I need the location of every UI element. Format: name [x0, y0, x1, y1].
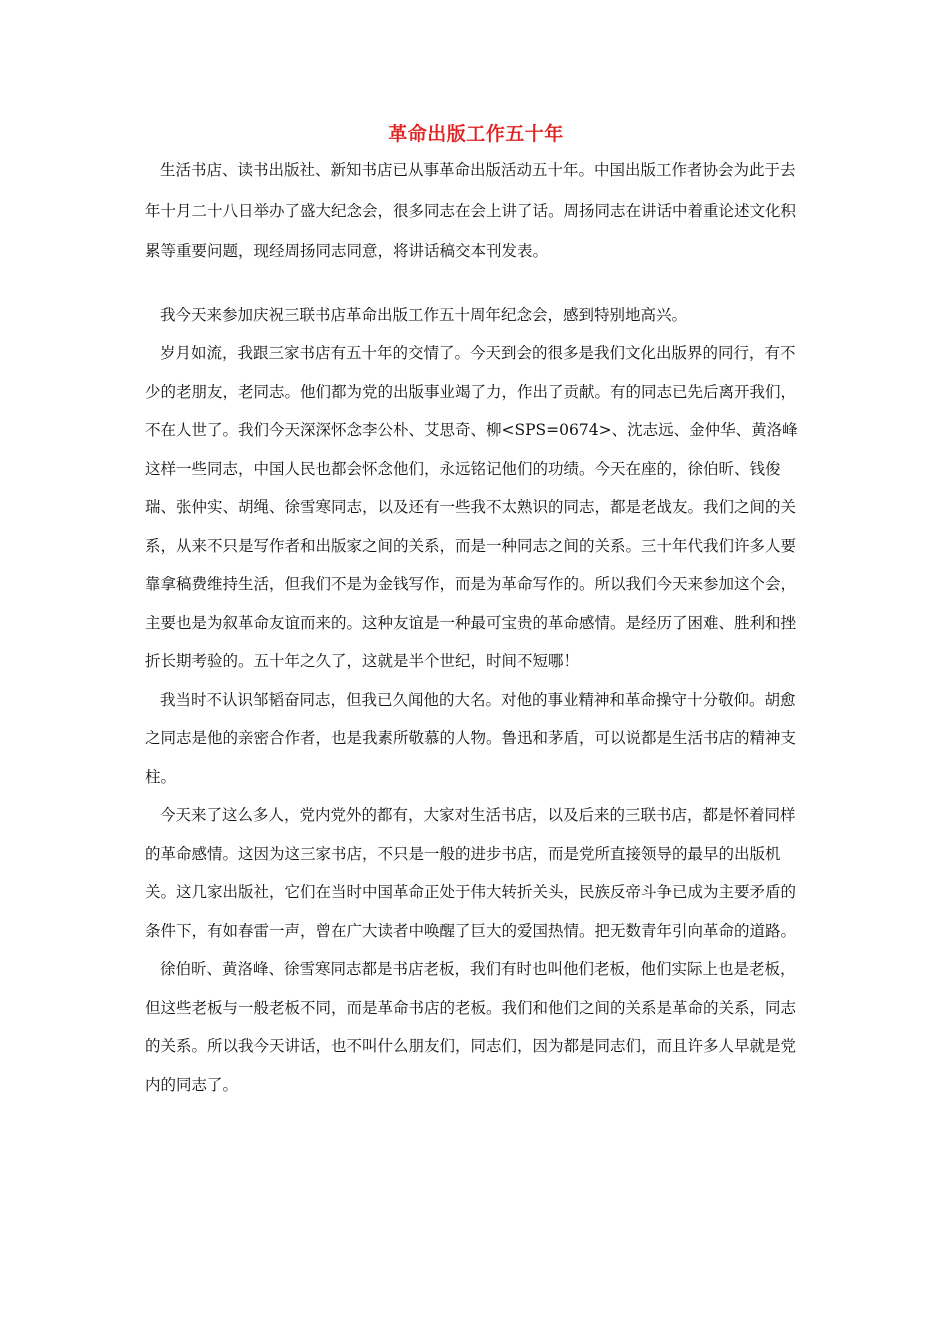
section-gap: [145, 272, 807, 296]
paragraph-1: 我今天来参加庆祝三联书店革命出版工作五十周年纪念会，感到特别地高兴。: [160, 305, 688, 324]
article-intro: 生活书店、读书出版社、新知书店已从事革命出版活动五十年。中国出版工作者协会为此于去年十月二十八日举办了盛大纪念会，很多同志在会上讲了话。周扬同志在讲话中着重论述文化积累等重要问题，现经周扬同志同意，将讲话稿交本刊发表。: [145, 161, 797, 261]
paragraph-2: 岁月如流，我跟三家书店有五十年的交情了。今天到会的很多是我们文化出版界的同行，有不少的老朋友，老同志。他们都为党的出版事业竭了力，作出了贡献。有的同志已先后离开我们，不在人世了。我们今天深深怀念李公朴、艾思奇、柳<SPS=0674>、沈志远、金仲华、黄洛峰这样一些同志，中国人民也都会怀念他们，永远铭记他们的功绩。今天在座的，徐伯昕、钱俊瑞、张仲实、胡绳、徐雪寒同志，以及还有一些我不太熟识的同志，都是老战友。我们之间的关系，从来不只是写作者和出版家之间的关系，而是一种同志之间的关系。三十年代我们许多人要靠拿稿费维持生活，但我们不是为金钱写作，而是为革命写作的。所以我们今天来参加这个会，主要也是为叙革命友谊而来的。这种友谊是一种最可宝贵的革命感情。是经历了困难、胜利和挫折长期考验的。五十年之久了，这就是半个世纪，时间不短哪！: [145, 344, 798, 671]
article-body: [145, 118, 807, 1104]
paragraph-4: 今天来了这么多人，党内党外的都有，大家对生活书店，以及后来的三联书店，都是怀着同样的革命感情。这因为这三家书店，不只是一般的进步书店，而是党所直接领导的最早的出版机关。这几家出版社，它们在当时中国革命正处于伟大转折关头，民族反帝斗争已成为主要矛盾的条件下，有如春雷一声，曾在广大读者中唤醒了巨大的爱国热情。把无数青年引向革命的道路。: [145, 806, 797, 940]
paragraph-5: 徐伯昕、黄洛峰、徐雪寒同志都是书店老板，我们有时也叫他们老板，他们实际上也是老板，但这些老板与一般老板不同，而是革命书店的老板。我们和他们之间的关系是革命的关系，同志的关系。所以我今天讲话，也不叫什么朋友们，同志们，因为都是同志们，而且许多人早就是党内的同志了。: [145, 960, 797, 1094]
article-title: 革命出版工作五十年: [388, 123, 564, 145]
paragraph-3: 我当时不认识邹韬奋同志，但我已久闻他的大名。对他的事业精神和革命操守十分敬仰。胡愈之同志是他的亲密合作者，也是我素所敬慕的人物。鲁迅和茅盾，可以说都是生活书店的精神支柱。: [145, 690, 797, 786]
